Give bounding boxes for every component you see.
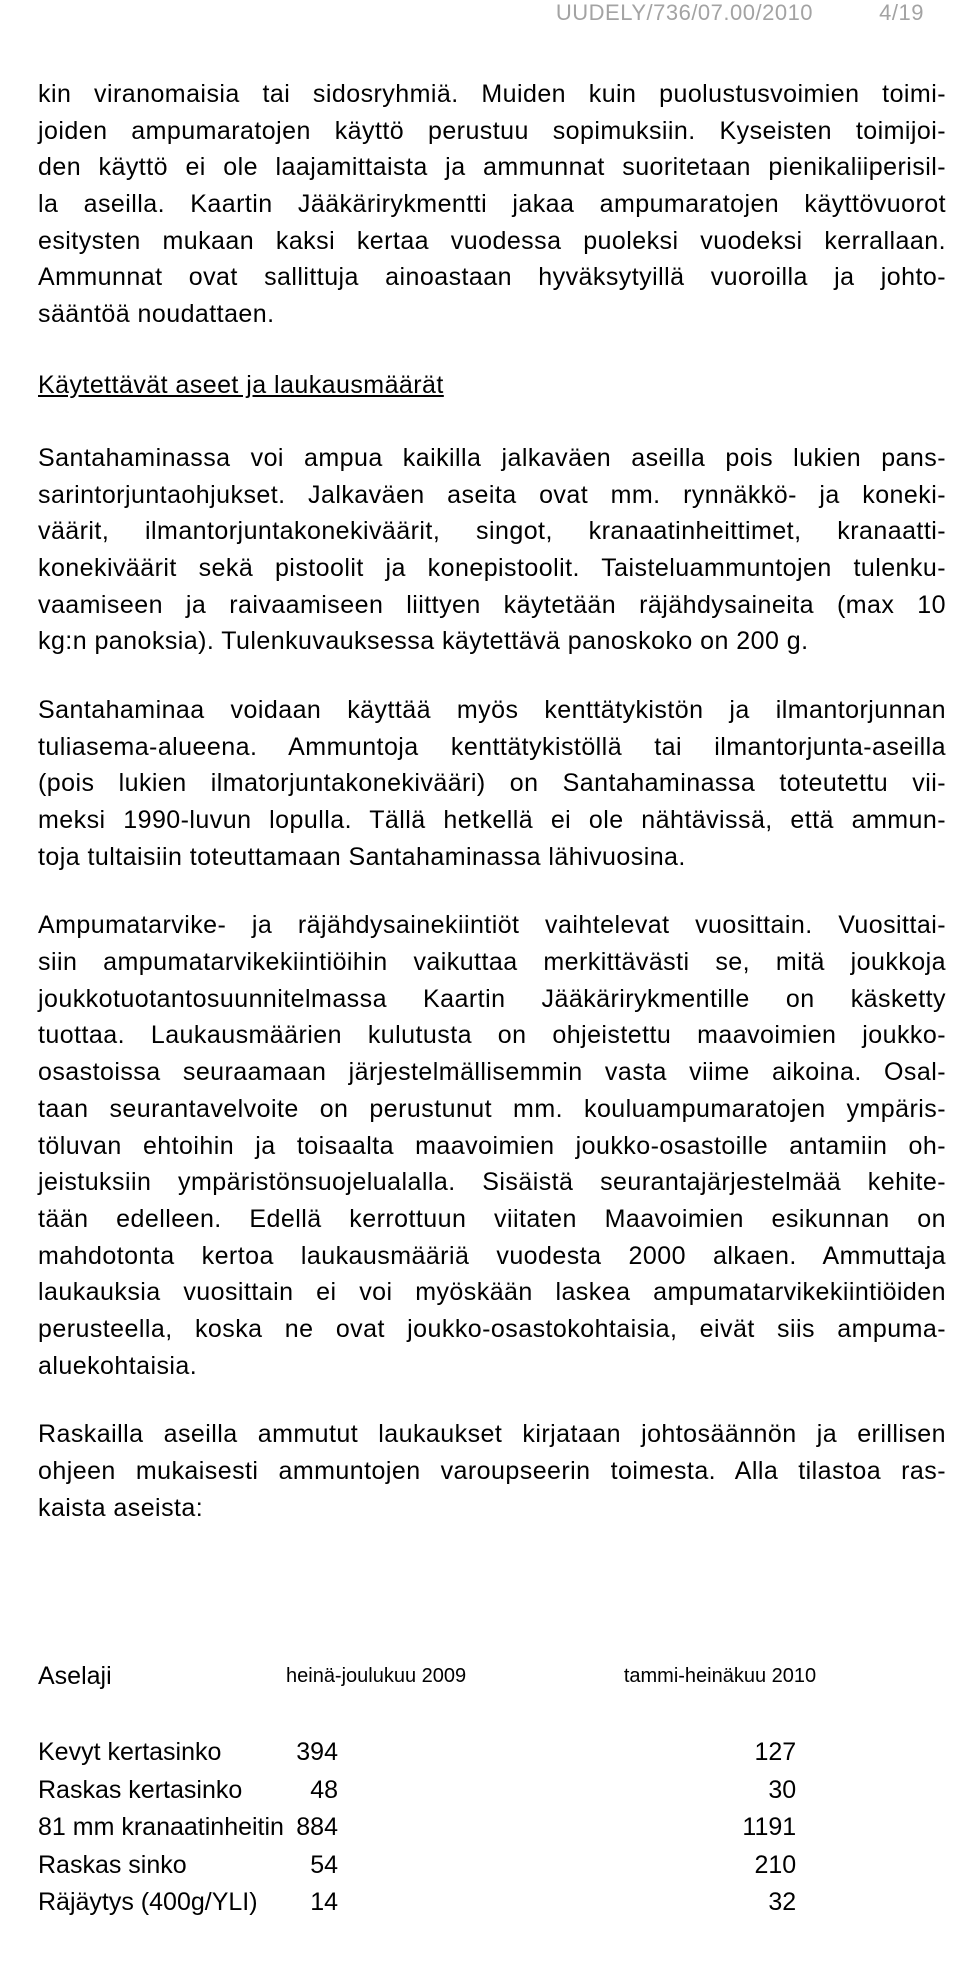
section-heading: Käytettävät aseet ja laukausmäärät <box>38 370 444 399</box>
text-line: meksi 1990-luvun lopulla. Tällä hetkellä ei ole nähtävissä, että ammun- <box>38 806 946 834</box>
text-line: esitysten mukaan kaksi kertaa vuodessa puoleksi vuodeksi kerrallaan. <box>38 226 946 255</box>
text-line: taan seurantavelvoite on perustunut mm. kouluampumaratojen ympäris- <box>38 1094 946 1123</box>
weapon-type-cell: Raskas kertasinko <box>38 1775 243 1804</box>
text-line: tuliasema-alueena. Ammuntoja kenttätykistöllä tai ilmantorjunta-aseilla <box>38 732 946 761</box>
text-line: Santahaminassa voi ampua kaikilla jalkaväen aseilla pois lukien pans- <box>38 443 946 472</box>
document-body <box>38 76 946 1526</box>
column-header-2009: heinä-joulukuu 2009 <box>286 1664 467 1687</box>
heavy-weapons-statistics-table <box>38 1658 834 1922</box>
text-line: ohjeen mukaisesti ammuntojen varoupseerin toimesta. Alla tilastoa ras- <box>38 1457 946 1485</box>
text-line: kin viranomaisia tai sidosryhmiä. Muiden kuin puolustusvoimien toimi- <box>38 80 946 108</box>
table-row <box>38 1734 834 1772</box>
text-line: töluvan ehtoihin ja toisaalta maavoimien joukko-osastoille antamiin oh- <box>38 1131 946 1160</box>
document-reference: UUDELY/736/07.00/2010 <box>555 0 814 25</box>
table-row <box>38 1884 834 1922</box>
text-line: sarintorjuntaohjukset. Jalkaväen aseita ovat mm. rynnäkkö- ja koneki- <box>38 480 946 509</box>
table-row <box>38 1847 834 1885</box>
column-header-weapon-type: Aselaji <box>38 1661 112 1690</box>
text-line: den käyttö ei ole laajamittaista ja ammunnat suoritetaan pienikaliiperisil- <box>38 153 946 182</box>
weapon-type-cell: Räjäytys (400g/YLI) <box>38 1888 258 1917</box>
text-line: Santahaminaa voidaan käyttää myös kenttätykistön ja ilmantorjunnan <box>38 695 946 724</box>
text-line: toja tultaisiin toteuttamaan Santahaminassa lähivuosina. <box>38 842 686 871</box>
text-line: kg:n panoksia). Tulenkuvauksessa käytettävä panoskoko on 200 g. <box>38 627 809 656</box>
text-line: siin ampumatarvikekiintiöihin vaikuttaa merkittävästi se, mitä joukkoja <box>38 948 946 977</box>
weapon-type-cell: Kevyt kertasinko <box>38 1738 222 1767</box>
text-line: tään edelleen. Edellä kerrottuun viitaten Maavoimien esikunnan on <box>38 1204 946 1233</box>
text-line: aluekohtaisia. <box>38 1351 198 1380</box>
text-line: mahdotonta kertoa laukausmääriä vuodesta 2000 alkaen. Ammuttaja <box>38 1241 946 1270</box>
text-line: osastoissa seuraamaan järjestelmällisemmin vasta viime aikoina. Osal- <box>38 1058 946 1087</box>
count-2009-cell: 14 <box>310 1888 338 1917</box>
paragraph-shooting-ranges <box>38 76 946 333</box>
text-line: laukauksia vuosittain ei voi myöskään laskea ampumatarvikekiintiöiden <box>38 1278 946 1307</box>
page-header <box>556 0 924 26</box>
count-2010-cell: 1191 <box>742 1813 797 1842</box>
text-line: sääntöä noudattaen. <box>38 300 275 329</box>
weapon-type-cell: 81 mm kranaatinheitin <box>38 1813 284 1842</box>
paragraph-weapons <box>38 440 946 660</box>
text-line: joiden ampumaratojen käyttö perustuu sopimuksiin. Kyseisten toimijoi- <box>38 116 946 145</box>
count-2010-cell: 127 <box>754 1738 797 1767</box>
table-row <box>38 1772 834 1810</box>
text-line: Raskailla aseilla ammutut laukaukset kirjataan johtosäännön ja erillisen <box>38 1420 946 1449</box>
paragraph-heavy-weapons <box>38 1416 946 1526</box>
text-line: perusteella, koska ne ovat joukko-osastokohtaisia, eivät siis ampuma- <box>38 1314 946 1343</box>
text-line: jeistuksiin ympäristönsuojelualalla. Sisäistä seurantajärjestelmää kehite- <box>38 1168 946 1197</box>
text-line: vaamiseen ja raivaamiseen liittyen käytetään räjähdysaineita (max 10 <box>38 590 946 619</box>
text-line: la aseilla. Kaartin Jääkärirykmentti jakaa ampumaratojen käyttövuorot <box>38 190 946 219</box>
paragraph-ammunition-quotas <box>38 907 946 1384</box>
count-2010-cell: 32 <box>768 1888 797 1917</box>
weapon-type-cell: Raskas sinko <box>38 1850 187 1879</box>
text-line: joukkotuotantosuunnitelmassa Kaartin Jääkärirykmentille on käsketty <box>38 984 946 1013</box>
text-line: (pois lukien ilmatorjuntakonekivääri) on Santahaminassa toteutettu vii- <box>38 769 946 798</box>
count-2010-cell: 210 <box>754 1850 797 1879</box>
column-header-2010: tammi-heinäkuu 2010 <box>623 1664 817 1687</box>
count-2009-cell: 884 <box>296 1813 338 1842</box>
table-row <box>38 1809 834 1847</box>
page-number: 4/19 <box>879 0 924 25</box>
text-line: konekiväärit sekä pistoolit ja konepistoolit. Taisteluammuntojen tulenku- <box>38 553 946 582</box>
text-line: kaista aseista: <box>38 1493 204 1522</box>
paragraph-artillery <box>38 692 946 875</box>
text-line: väärit, ilmantorjuntakonekiväärit, singot, kranaatinheittimet, kranaatti- <box>38 517 946 546</box>
table-header-row <box>38 1658 834 1694</box>
count-2010-cell: 30 <box>768 1775 797 1804</box>
text-line: tuottaa. Laukausmäärien kulutusta on ohjeistettu maavoimien joukko- <box>38 1021 946 1050</box>
count-2009-cell: 48 <box>310 1775 338 1804</box>
count-2009-cell: 394 <box>296 1738 338 1767</box>
text-line: Ammunnat ovat sallittuja ainoastaan hyväksytyillä vuoroilla ja johto- <box>38 263 946 292</box>
text-line: Ampumatarvike- ja räjähdysainekiintiöt vaihtelevat vuosittain. Vuosittai- <box>38 911 946 940</box>
count-2009-cell: 54 <box>310 1850 338 1879</box>
